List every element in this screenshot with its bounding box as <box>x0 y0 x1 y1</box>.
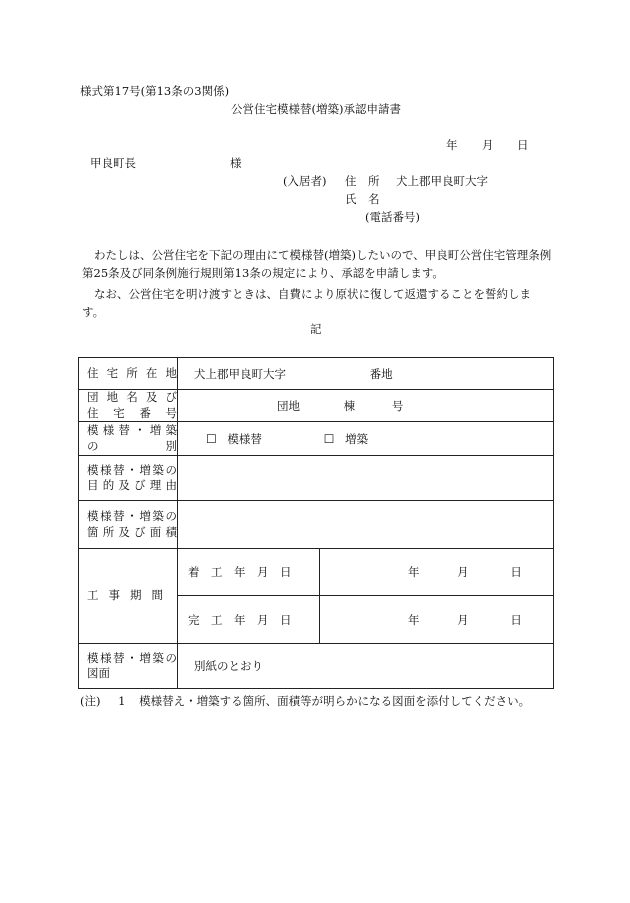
row-complex <box>79 390 554 422</box>
remodel-checkbox[interactable]: ☐ <box>206 431 217 446</box>
end-label: 完 工 年 月 日 <box>188 612 292 627</box>
note-text: 模様替え・増築する箇所、面積等が明らかになる図面を添付してください。 <box>139 694 531 708</box>
type-label-betsu: 別 <box>165 438 177 453</box>
date-year: 年 <box>446 138 458 152</box>
applicant-name-label: 氏 名 <box>345 192 380 206</box>
body-paragraph-1: わたしは、公営住宅を下記の理由にて模様替(増築)したいので、甲良町公営住宅管理条例第25条及び同条例施行規則第13条の規定により、承認を申請します。 <box>82 248 552 281</box>
end-label-cell <box>178 596 320 644</box>
complex-mune: 棟 <box>343 398 356 413</box>
note-prefix: (注) <box>80 694 101 708</box>
row-location <box>79 358 554 390</box>
applicant-address-value: 犬上郡甲良町大字 <box>396 174 488 188</box>
start-label-cell <box>178 549 320 596</box>
location-label: 住宅所在地 <box>87 365 177 380</box>
remodel-label: 模様替 <box>227 431 262 446</box>
body-paragraph-2: なお、公営住宅を明け渡すときは、自費により原状に復して返還することを誓約します。 <box>82 287 531 320</box>
start-year: 年 <box>408 565 420 580</box>
end-month: 月 <box>457 612 469 627</box>
complex-label-cell <box>79 390 178 422</box>
location-label-cell <box>79 358 178 390</box>
date-day: 日 <box>517 138 529 152</box>
end-year: 年 <box>408 612 420 627</box>
drawing-label-line-1: 模様替・増築の <box>87 650 177 665</box>
complex-label-line-2: 住宅番号 <box>87 405 177 420</box>
row-purpose <box>79 456 554 501</box>
start-month: 月 <box>457 565 469 580</box>
row-type <box>79 422 554 456</box>
type-label-line-2 <box>87 439 177 455</box>
location-value-cell[interactable] <box>178 358 554 390</box>
end-day: 日 <box>510 612 522 627</box>
type-label-no: の <box>87 438 99 453</box>
purpose-label-line-1: 模様替・増築の <box>87 462 177 477</box>
period-label: 工事期間 <box>87 588 163 603</box>
purpose-value-cell[interactable] <box>178 456 554 501</box>
purpose-label-cell <box>79 456 178 501</box>
form-title: 公営住宅模様替(増築)承認申請書 <box>231 102 401 116</box>
drawing-label-cell <box>79 644 178 689</box>
date-month: 月 <box>482 138 494 152</box>
purpose-label-line-2: 目的及び理由 <box>87 478 177 493</box>
addressee-name: 甲良町長 <box>90 156 136 170</box>
application-table <box>78 357 554 689</box>
location-value: 犬上郡甲良町大字 <box>194 366 286 381</box>
applicant-role: (入居者) <box>283 174 327 188</box>
start-day: 日 <box>510 565 522 580</box>
type-label-line-1: 模様替・増築 <box>87 423 177 438</box>
row-area <box>79 501 554 549</box>
drawing-value-cell[interactable] <box>178 644 554 689</box>
applicant-phone-label: (電話番号) <box>365 210 420 224</box>
location-suffix: 番地 <box>369 366 393 381</box>
applicant-address-label: 住 所 <box>345 174 380 188</box>
record-marker: 記 <box>310 322 322 336</box>
end-date-cell[interactable] <box>320 596 554 644</box>
area-label-cell <box>79 501 178 549</box>
area-value-cell[interactable] <box>178 501 554 549</box>
start-date-cell[interactable] <box>320 549 554 596</box>
complex-value-cell[interactable] <box>178 390 554 422</box>
extension-checkbox[interactable]: ☐ <box>323 431 335 446</box>
period-label-cell <box>79 549 178 644</box>
type-label-cell <box>79 422 178 456</box>
type-value-cell <box>178 422 554 456</box>
addressee-honorific: 様 <box>230 156 242 170</box>
drawing-value: 別紙のとおり <box>194 659 263 674</box>
note <box>80 695 530 709</box>
form-number: 様式第17号(第13条の3関係) <box>80 84 230 98</box>
area-label-line-1: 模様替・増築の <box>87 509 177 524</box>
complex-danchi: 団地 <box>277 398 300 413</box>
area-label-line-2: 箇所及び面積 <box>87 524 177 539</box>
start-label: 着 工 年 月 日 <box>188 565 292 580</box>
complex-label-line-1: 団地名及び <box>87 390 177 404</box>
row-start <box>79 549 554 596</box>
drawing-label-line-2: 図面 <box>87 666 110 681</box>
note-number: 1 <box>118 694 126 708</box>
complex-go: 号 <box>391 398 404 413</box>
row-drawing <box>79 644 554 689</box>
extension-label: 増築 <box>345 431 368 446</box>
